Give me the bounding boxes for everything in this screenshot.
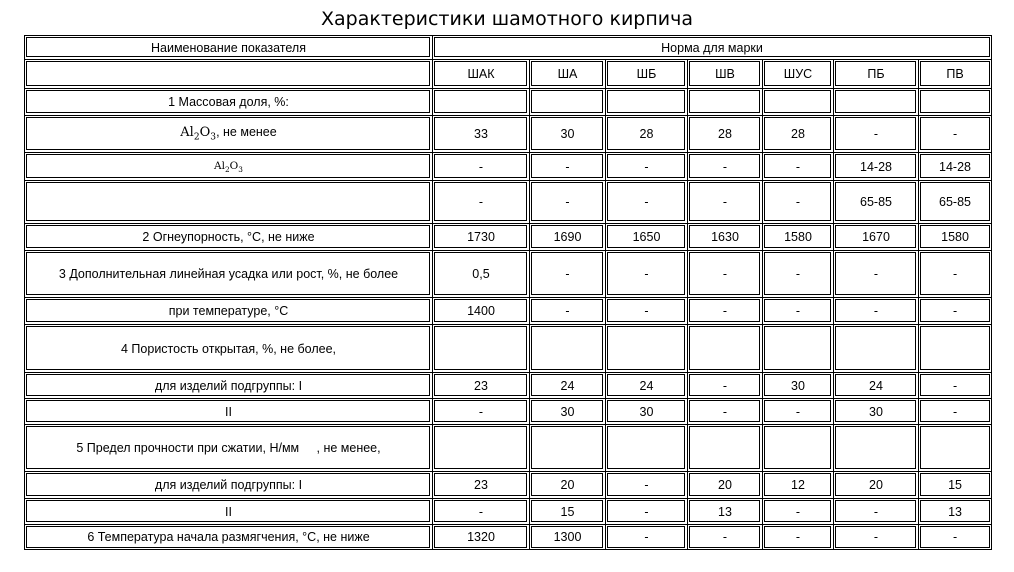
- value-cell: 1690: [529, 223, 605, 250]
- value-cell: -: [605, 524, 687, 550]
- value-cell: [432, 88, 529, 115]
- value-cell: 1630: [687, 223, 762, 250]
- table-row: [24, 297, 992, 324]
- brand-header-cell: ШБ: [605, 59, 687, 88]
- value-cell: -: [918, 372, 992, 398]
- brand-header-cell: ША: [529, 59, 605, 88]
- row-label: [24, 152, 432, 180]
- value-cell: -: [687, 250, 762, 297]
- value-cell: 30: [605, 398, 687, 424]
- value-cell: -: [529, 297, 605, 324]
- value-cell: [432, 424, 529, 471]
- value-cell: 0,5: [432, 250, 529, 297]
- value-cell: -: [529, 152, 605, 180]
- value-cell: 14-28: [833, 152, 918, 180]
- row-label: $Al_2O_3$, не менее: [24, 115, 432, 152]
- value-cell: -: [687, 180, 762, 223]
- value-cell: -: [918, 297, 992, 324]
- value-cell: [605, 324, 687, 372]
- chemical-formula: $Al_2O_3$: [180, 125, 217, 143]
- header-norm-column: Норма для марки: [432, 35, 992, 59]
- value-cell: -: [762, 152, 833, 180]
- table-row: [24, 524, 992, 550]
- value-cell: 28: [605, 115, 687, 152]
- value-cell: -: [605, 250, 687, 297]
- value-cell: -: [918, 524, 992, 550]
- table-row: [24, 471, 992, 498]
- value-cell: [605, 88, 687, 115]
- value-cell: -: [918, 250, 992, 297]
- value-cell: [762, 424, 833, 471]
- value-cell: [605, 424, 687, 471]
- value-cell: [687, 88, 762, 115]
- value-cell: 23: [432, 471, 529, 498]
- value-cell: -: [529, 180, 605, 223]
- value-cell: 28: [687, 115, 762, 152]
- value-cell: [918, 424, 992, 471]
- value-cell: 1400: [432, 297, 529, 324]
- value-cell: -: [432, 152, 529, 180]
- value-cell: -: [833, 115, 918, 152]
- brand-header-cell: ПВ: [918, 59, 992, 88]
- row-label: [24, 180, 432, 223]
- row-label: 6 Температура начала размягчения, °С, не ниже: [24, 524, 432, 550]
- value-cell: [687, 324, 762, 372]
- value-cell: [918, 88, 992, 115]
- value-cell: 30: [529, 398, 605, 424]
- brand-header-cell: ШАК: [432, 59, 529, 88]
- value-cell: -: [918, 115, 992, 152]
- value-cell: -: [762, 297, 833, 324]
- value-cell: -: [605, 180, 687, 223]
- value-cell: 23: [432, 372, 529, 398]
- value-cell: 13: [918, 498, 992, 524]
- value-cell: 1580: [762, 223, 833, 250]
- value-cell: [762, 324, 833, 372]
- value-cell: -: [687, 398, 762, 424]
- table-row: [24, 498, 992, 524]
- value-cell: -: [432, 398, 529, 424]
- value-cell: -: [762, 180, 833, 223]
- value-cell: -: [833, 297, 918, 324]
- chemical-formula: $Al_2O_3$: [214, 160, 243, 175]
- table-row: [24, 180, 992, 223]
- value-cell: 30: [833, 398, 918, 424]
- value-cell: -: [605, 297, 687, 324]
- brand-header-empty-cell: [24, 59, 432, 88]
- value-cell: [432, 324, 529, 372]
- value-cell: -: [833, 524, 918, 550]
- header-name-column: Наименование показателя: [24, 35, 432, 59]
- value-cell: 30: [762, 372, 833, 398]
- value-cell: -: [762, 498, 833, 524]
- value-cell: 24: [529, 372, 605, 398]
- value-cell: 33: [432, 115, 529, 152]
- value-cell: [529, 424, 605, 471]
- value-cell: 65-85: [918, 180, 992, 223]
- brick-characteristics-table: [24, 35, 992, 550]
- value-cell: -: [687, 152, 762, 180]
- table-row: [24, 152, 992, 180]
- value-cell: 20: [687, 471, 762, 498]
- value-cell: 1670: [833, 223, 918, 250]
- row-label: 1 Массовая доля, %:: [24, 88, 432, 115]
- row-label: 2 Огнеупорность, °С, не ниже: [24, 223, 432, 250]
- value-cell: -: [833, 250, 918, 297]
- brand-header-cell: ПБ: [833, 59, 918, 88]
- value-cell: [762, 88, 833, 115]
- value-cell: -: [687, 372, 762, 398]
- table-row: [24, 324, 992, 372]
- value-cell: -: [605, 498, 687, 524]
- value-cell: 20: [529, 471, 605, 498]
- value-cell: 1730: [432, 223, 529, 250]
- value-cell: 1580: [918, 223, 992, 250]
- brand-header-cell: ШВ: [687, 59, 762, 88]
- row-label: II: [24, 398, 432, 424]
- value-cell: 1650: [605, 223, 687, 250]
- value-cell: -: [432, 498, 529, 524]
- value-cell: 24: [833, 372, 918, 398]
- value-cell: -: [605, 471, 687, 498]
- table-row: [24, 223, 992, 250]
- table-row: [24, 424, 992, 471]
- value-cell: 15: [918, 471, 992, 498]
- value-cell: 12: [762, 471, 833, 498]
- brand-header-row: [24, 59, 992, 88]
- row-label: II: [24, 498, 432, 524]
- table-row: [24, 372, 992, 398]
- value-cell: 1320: [432, 524, 529, 550]
- row-label: для изделий подгруппы: I: [24, 471, 432, 498]
- brand-header-cell: ШУС: [762, 59, 833, 88]
- value-cell: -: [833, 498, 918, 524]
- table-row: [24, 398, 992, 424]
- value-cell: -: [762, 250, 833, 297]
- value-cell: [918, 324, 992, 372]
- value-cell: 1300: [529, 524, 605, 550]
- value-cell: -: [762, 398, 833, 424]
- row-label: 4 Пористость открытая, %, не более,: [24, 324, 432, 372]
- value-cell: 30: [529, 115, 605, 152]
- value-cell: -: [529, 250, 605, 297]
- row-label: 5 Предел прочности при сжатии, Н/мм , не менее,: [24, 424, 432, 471]
- value-cell: -: [918, 398, 992, 424]
- value-cell: 20: [833, 471, 918, 498]
- value-cell: -: [432, 180, 529, 223]
- value-cell: 28: [762, 115, 833, 152]
- value-cell: -: [687, 524, 762, 550]
- row-label: для изделий подгруппы: I: [24, 372, 432, 398]
- value-cell: -: [605, 152, 687, 180]
- page-title: Характеристики шамотного кирпича: [320, 8, 693, 30]
- value-cell: 14-28: [918, 152, 992, 180]
- value-cell: 24: [605, 372, 687, 398]
- row-label: 3 Дополнительная линейная усадка или рост, %, не более: [24, 250, 432, 297]
- value-cell: -: [687, 297, 762, 324]
- value-cell: 15: [529, 498, 605, 524]
- value-cell: 13: [687, 498, 762, 524]
- table-row: [24, 88, 992, 115]
- value-cell: [529, 88, 605, 115]
- value-cell: [833, 324, 918, 372]
- table-row: [24, 115, 992, 152]
- row-label: при температуре, °С: [24, 297, 432, 324]
- header-row: [24, 35, 992, 59]
- value-cell: [529, 324, 605, 372]
- value-cell: [833, 424, 918, 471]
- value-cell: -: [762, 524, 833, 550]
- value-cell: [687, 424, 762, 471]
- value-cell: 65-85: [833, 180, 918, 223]
- value-cell: [833, 88, 918, 115]
- table-row: [24, 250, 992, 297]
